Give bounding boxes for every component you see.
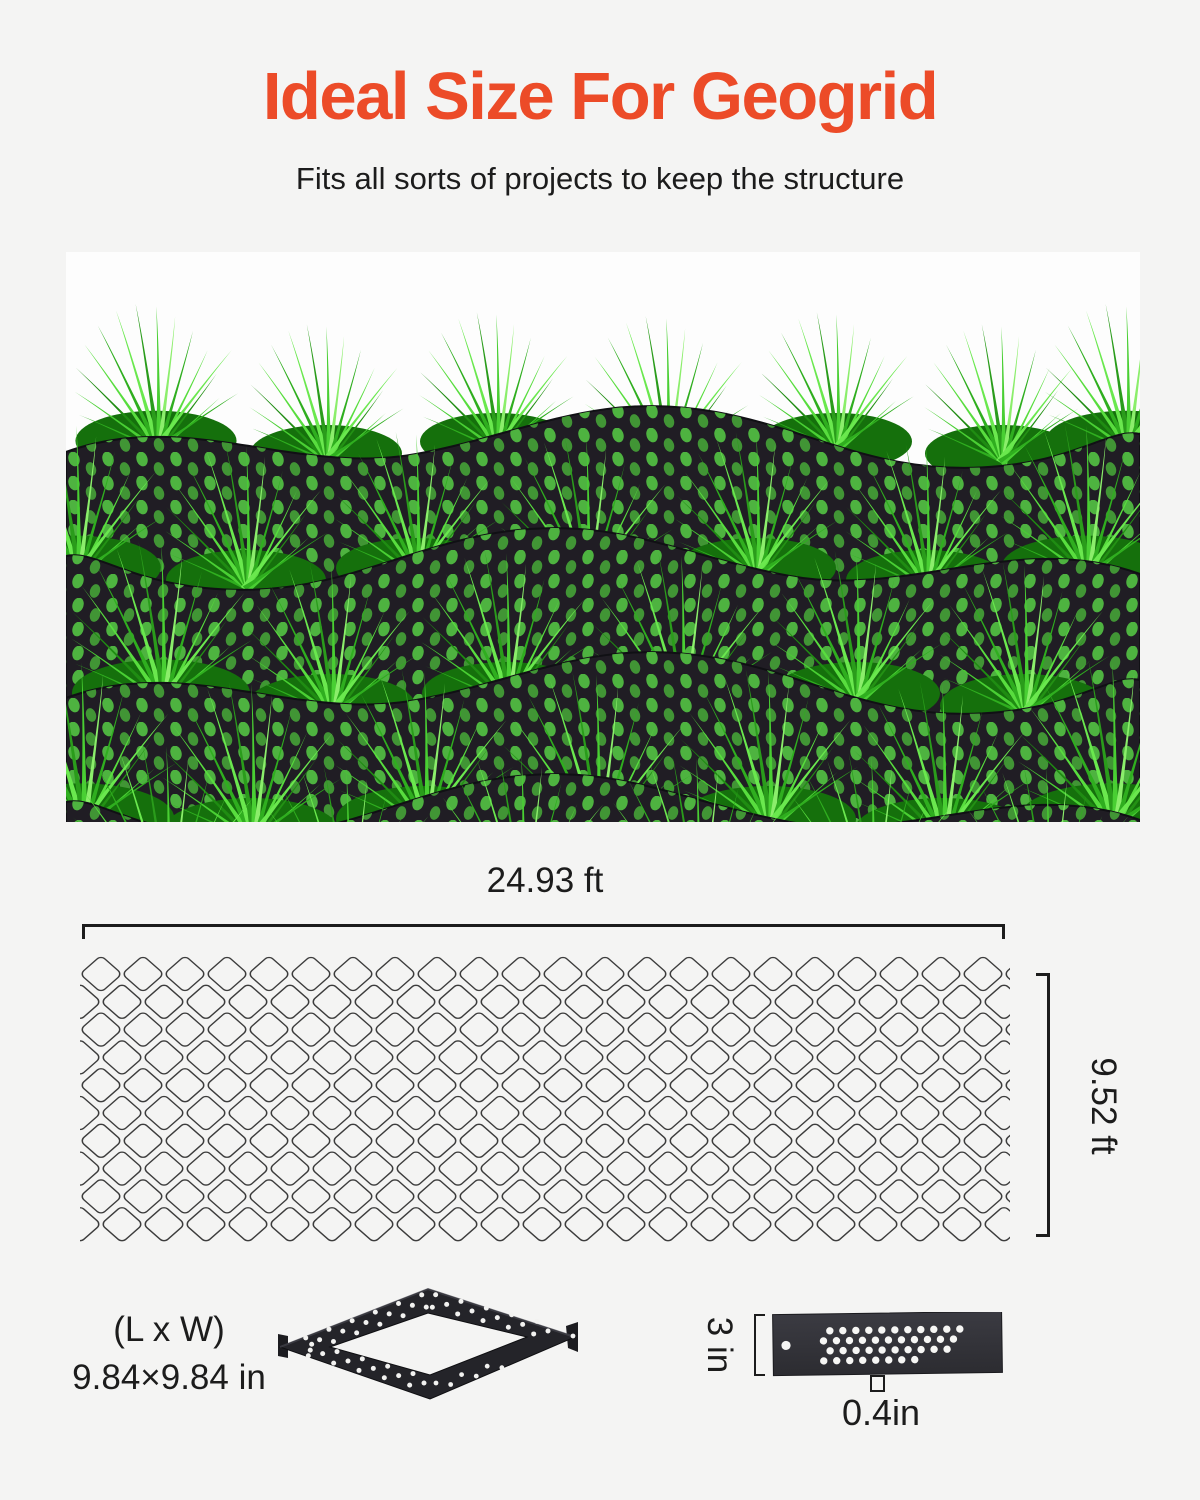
- geogrid-mesh-illustration: [80, 955, 1010, 1243]
- width-dimension-label: 9.52 ft: [1084, 1057, 1123, 1155]
- cell-size-label: [35, 1306, 303, 1402]
- strip-thickness-label: 0.4in: [841, 1392, 921, 1433]
- thickness-marker: [871, 1376, 884, 1391]
- grass-geocell-photo: [66, 252, 1140, 822]
- single-cell-illustration: [278, 1284, 578, 1406]
- page-title: Ideal Size For Geogrid: [262, 59, 938, 134]
- page-subtitle: Fits all sorts of projects to keep the structure: [295, 161, 905, 196]
- length-dimension-label: 24.93 ft: [486, 861, 604, 900]
- strip-height-label: 3 in: [700, 1316, 739, 1374]
- strip-image: [772, 1312, 1004, 1396]
- length-dimension-bracket: [82, 924, 1005, 939]
- width-dimension-bracket: [1036, 973, 1050, 1237]
- grass-geocell-illustration: [66, 252, 1140, 822]
- cell-size-label-line2: 9.84×9.84 in: [72, 1358, 266, 1397]
- strip-height-bracket: [754, 1314, 765, 1376]
- cell-size-label-line1: (L x W): [113, 1310, 225, 1349]
- single-cell-3d-image: [278, 1284, 578, 1406]
- strip-illustration: [772, 1312, 1004, 1396]
- geogrid-mesh-diagram: [80, 955, 1010, 1243]
